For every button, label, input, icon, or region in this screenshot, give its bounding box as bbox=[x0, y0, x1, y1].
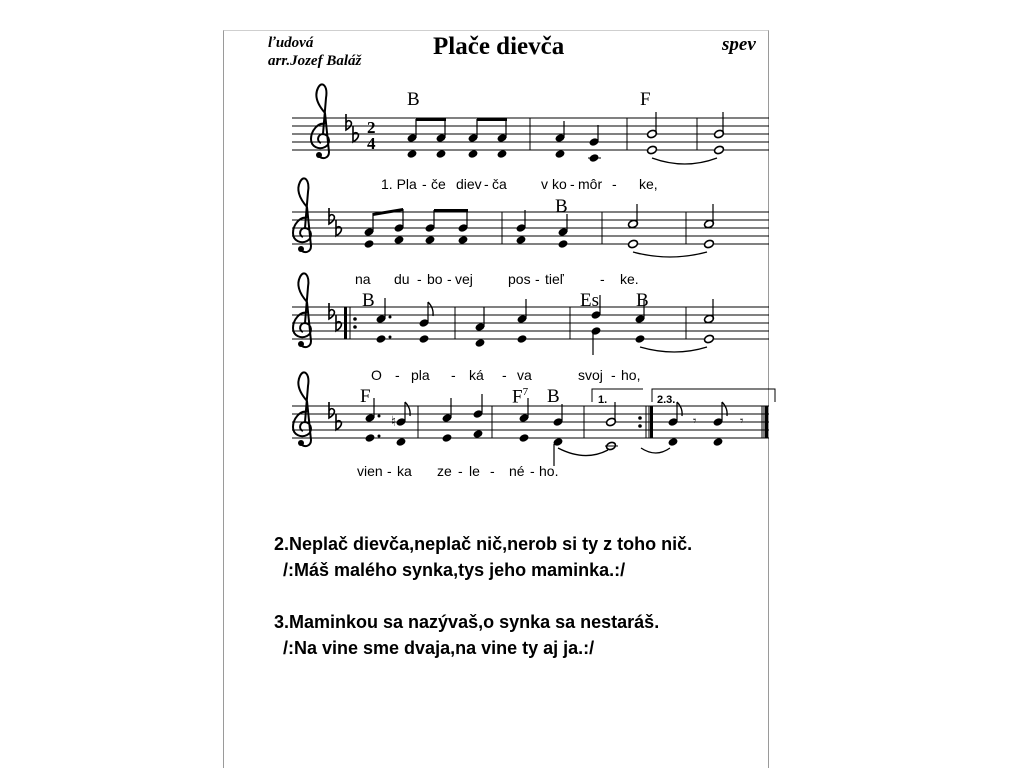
lyric-syllable: - bbox=[484, 176, 489, 192]
lyric-syllable: - bbox=[570, 176, 575, 192]
part-label: spev bbox=[722, 34, 756, 55]
lyric-syllable: - bbox=[611, 367, 616, 383]
flat-sign-icon bbox=[329, 208, 334, 224]
verse-3-line-2: /:Na vine sme dvaja,na vine ty aj ja.:/ bbox=[283, 638, 595, 658]
treble-clef-icon bbox=[293, 178, 311, 252]
lyric-syllable: ho, bbox=[621, 367, 641, 383]
lyric-syllable: - bbox=[502, 367, 507, 383]
lyric-syllable: ča bbox=[492, 176, 507, 192]
lyric-syllable: diev bbox=[456, 176, 482, 192]
lyric-syllable: - bbox=[490, 463, 495, 479]
chord-symbol: B bbox=[547, 386, 560, 407]
staff-4 bbox=[292, 406, 769, 438]
verse-2-line-1: 2.Neplač dievča,neplač nič,nerob si ty z toho nič. bbox=[274, 534, 693, 554]
lyric-syllable: né bbox=[509, 463, 525, 479]
chord-symbol: B bbox=[636, 290, 649, 311]
staff-2 bbox=[292, 212, 769, 244]
song-title: Plače dievča bbox=[433, 33, 565, 60]
lyric-syllable: - bbox=[387, 463, 392, 479]
chord-symbol: $F^7$ bbox=[512, 386, 529, 408]
lyric-syllable: - bbox=[600, 271, 605, 287]
chord-symbol: F bbox=[640, 89, 651, 110]
lyric-syllable: - bbox=[422, 176, 427, 192]
lyric-syllable: - bbox=[417, 271, 422, 287]
lyric-syllable: 1. Pla bbox=[381, 176, 417, 192]
barlines bbox=[418, 118, 764, 438]
lyric-syllable: du bbox=[394, 271, 410, 287]
treble-clef-icon bbox=[293, 372, 311, 446]
verse-3-line-1: 3.Maminkou sa nazývaš,o synka sa nestaráš. bbox=[274, 612, 660, 632]
chord-symbol: B bbox=[362, 290, 375, 311]
origin-label: ľudová bbox=[268, 35, 314, 51]
lyric-syllable: - bbox=[535, 271, 540, 287]
natural-sign-icon: ♮ bbox=[391, 414, 397, 430]
lyric-syllable: - bbox=[458, 463, 463, 479]
lyric-syllable: ke. bbox=[620, 271, 639, 287]
volta-second-ending: 2.3. bbox=[657, 394, 676, 406]
lyric-syllable: - bbox=[451, 367, 456, 383]
arranger-label: arr.Jozef Baláž bbox=[268, 53, 362, 69]
notes-system-3 bbox=[375, 295, 714, 355]
time-signature: 2 bbox=[367, 118, 376, 137]
eighth-rest-icon: 𝄾 bbox=[693, 414, 697, 429]
notes-system-1 bbox=[406, 112, 724, 164]
lyric-syllable: bo bbox=[427, 271, 443, 287]
lyric-syllable: ko bbox=[552, 176, 567, 192]
chord-symbol: Es bbox=[580, 290, 599, 311]
lyric-syllable: ho. bbox=[539, 463, 559, 479]
volta-brackets bbox=[592, 389, 775, 402]
lyric-syllable: tieľ bbox=[545, 271, 564, 287]
lyric-syllable: ke, bbox=[639, 176, 658, 192]
lyric-syllable: svoj bbox=[578, 367, 603, 383]
time-signature: 4 bbox=[367, 134, 376, 153]
verse-2-line-2: /:Máš malého synka,tys jeho maminka.:/ bbox=[283, 560, 626, 580]
lyric-syllable: - bbox=[447, 271, 452, 287]
chord-symbol: B bbox=[407, 89, 420, 110]
lyric-syllable: ka bbox=[397, 463, 412, 479]
lyric-syllable: O bbox=[371, 367, 382, 383]
lyric-syllable: vej bbox=[455, 271, 473, 287]
lyric-syllable: vien bbox=[357, 463, 383, 479]
lyric-syllable: ká bbox=[469, 367, 484, 383]
eighth-rest-icon: 𝄾 bbox=[740, 414, 744, 429]
lyric-syllable: - bbox=[530, 463, 535, 479]
staff-3 bbox=[292, 307, 769, 339]
lyric-syllable: pos bbox=[508, 271, 531, 287]
volta-first-ending: 1. bbox=[598, 394, 608, 406]
lyric-syllable: le bbox=[469, 463, 480, 479]
chord-symbol: B bbox=[555, 196, 568, 217]
lyric-syllable: ze bbox=[437, 463, 452, 479]
flat-sign-icon bbox=[329, 303, 334, 319]
lyric-syllable: če bbox=[431, 176, 446, 192]
flat-sign-icon bbox=[329, 402, 334, 418]
treble-clef-icon bbox=[311, 84, 329, 158]
lyric-syllable: - bbox=[395, 367, 400, 383]
lyric-syllable: pla bbox=[411, 367, 430, 383]
treble-clef-icon bbox=[293, 273, 311, 347]
lyric-syllable: va bbox=[517, 367, 532, 383]
flat-sign-icon bbox=[346, 114, 351, 130]
lyric-syllable: v bbox=[541, 176, 548, 192]
lyric-syllable: na bbox=[355, 271, 371, 287]
chord-symbol: F bbox=[360, 386, 371, 407]
lyric-syllable: môr bbox=[578, 176, 603, 192]
lyric-syllable: - bbox=[612, 176, 617, 192]
